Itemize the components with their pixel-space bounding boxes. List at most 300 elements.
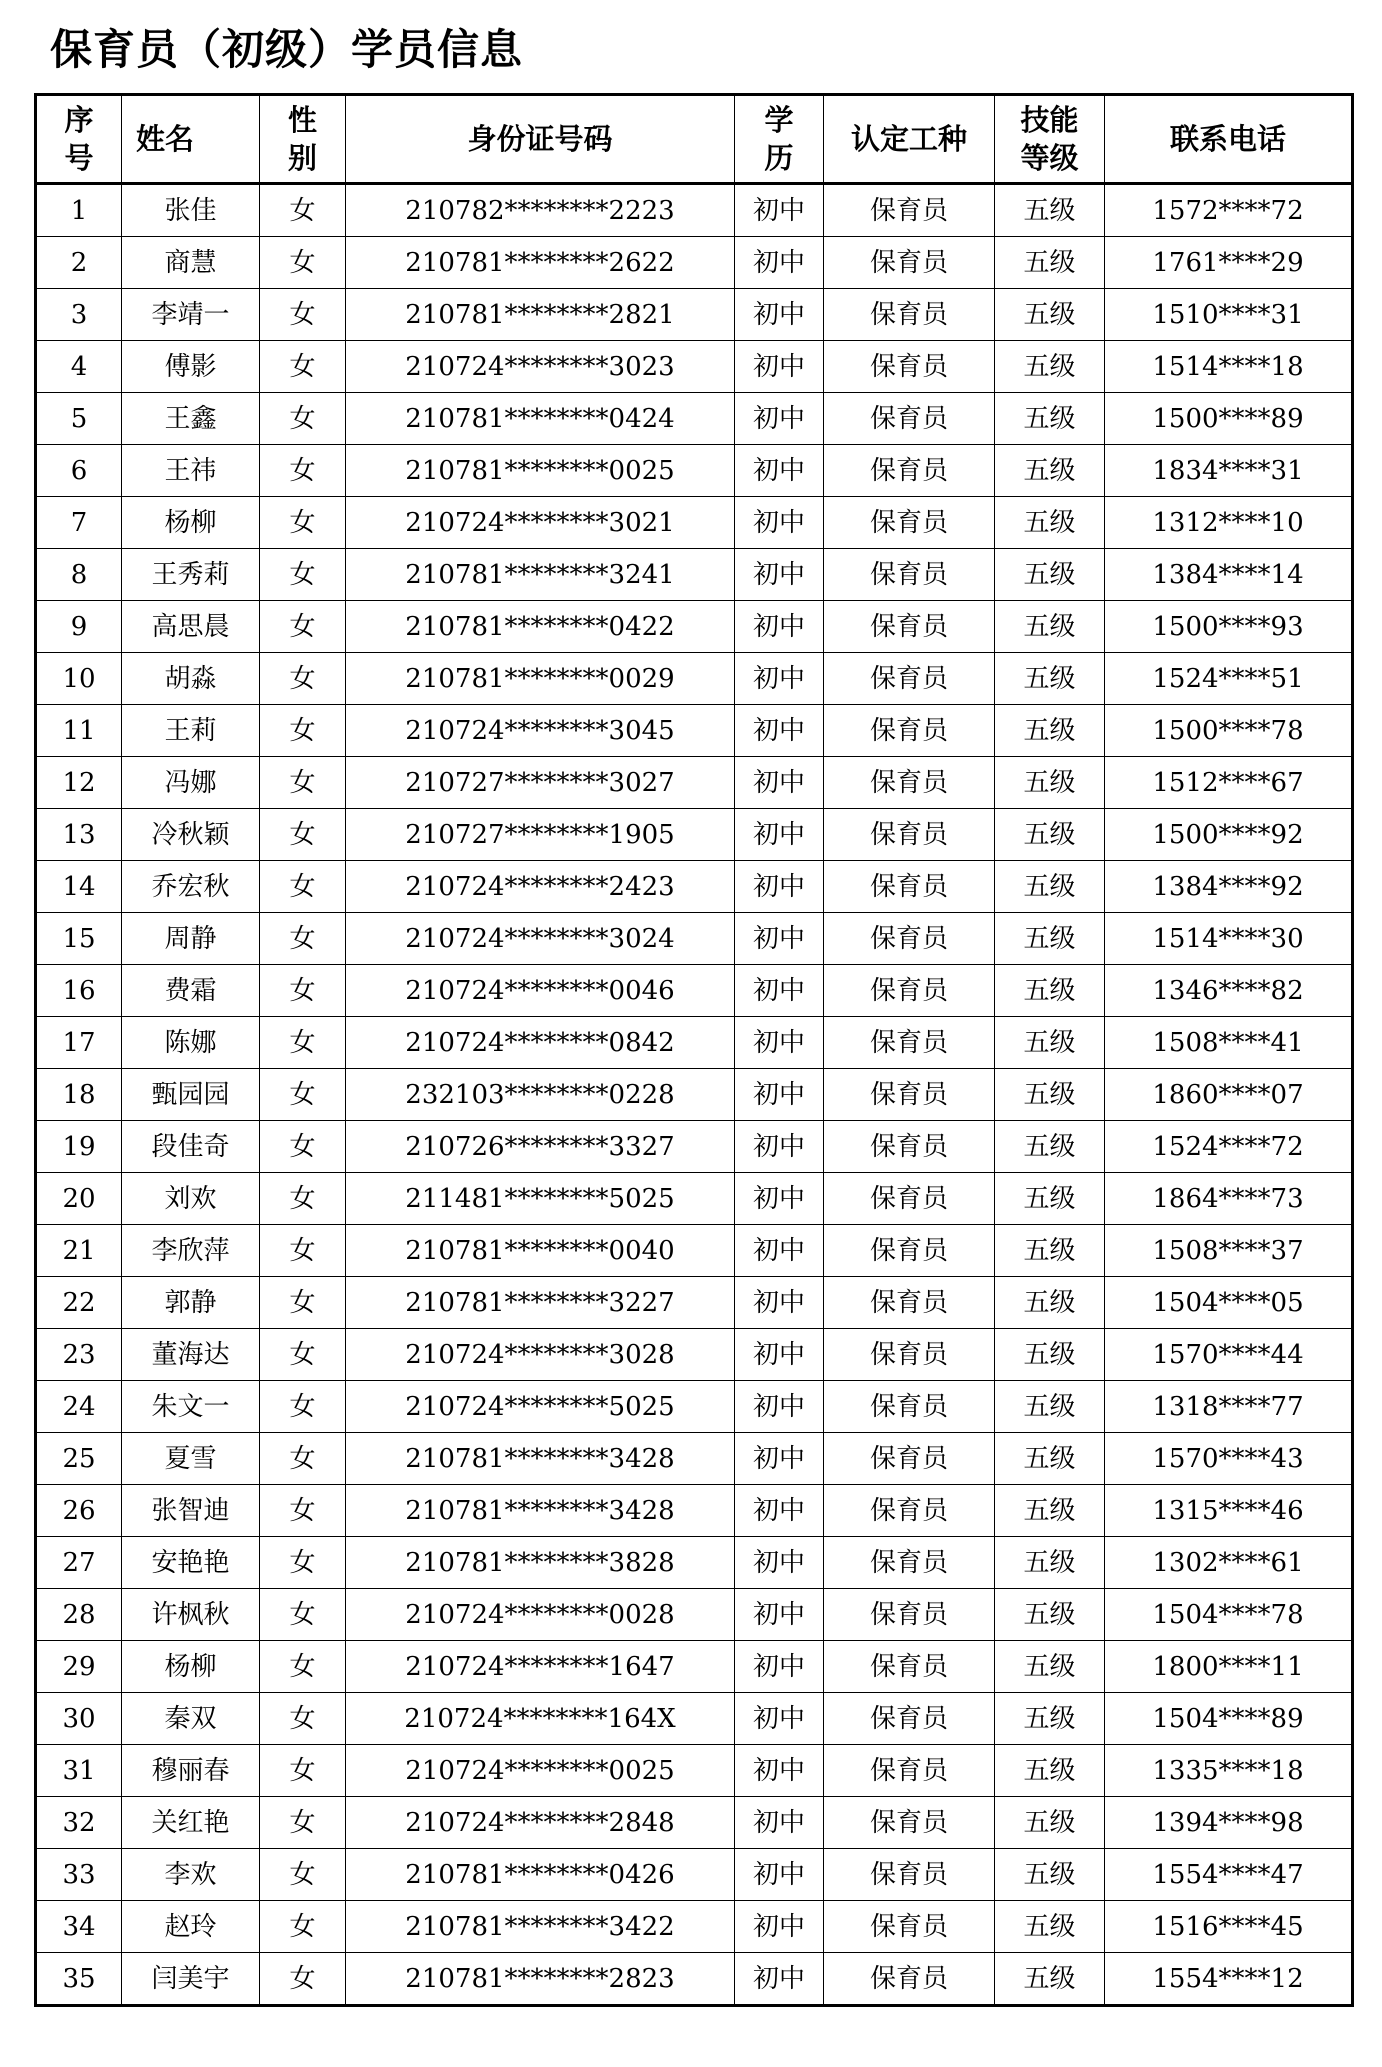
cell-education: 初中 (735, 1693, 824, 1745)
cell-job-type: 保育员 (824, 341, 995, 393)
table-row (36, 705, 1353, 757)
cell-job-type: 保育员 (824, 1589, 995, 1641)
cell-gender: 女 (260, 549, 346, 601)
cell-phone: 1302****61 (1105, 1537, 1353, 1589)
cell-id-number: 210781********2622 (346, 237, 735, 289)
cell-gender: 女 (260, 497, 346, 549)
cell-job-type: 保育员 (824, 965, 995, 1017)
cell-gender: 女 (260, 1745, 346, 1797)
cell-phone: 1500****93 (1105, 601, 1353, 653)
cell-gender: 女 (260, 393, 346, 445)
table-row (36, 1381, 1353, 1433)
cell-name: 李靖一 (122, 289, 260, 341)
cell-phone: 1315****46 (1105, 1485, 1353, 1537)
cell-job-type: 保育员 (824, 1277, 995, 1329)
cell-phone: 1514****30 (1105, 913, 1353, 965)
cell-gender: 女 (260, 445, 346, 497)
cell-phone: 1508****37 (1105, 1225, 1353, 1277)
cell-gender: 女 (260, 1277, 346, 1329)
table-row (36, 289, 1353, 341)
cell-seq: 35 (36, 1953, 122, 2006)
cell-education: 初中 (735, 1745, 824, 1797)
table-row (36, 1121, 1353, 1173)
cell-gender: 女 (260, 1329, 346, 1381)
table-row (36, 1017, 1353, 1069)
cell-phone: 1514****18 (1105, 341, 1353, 393)
cell-skill-level: 五级 (995, 445, 1105, 497)
table-row (36, 1745, 1353, 1797)
cell-job-type: 保育员 (824, 497, 995, 549)
table-row (36, 1901, 1353, 1953)
cell-education: 初中 (735, 237, 824, 289)
cell-gender: 女 (260, 1953, 346, 2006)
cell-skill-level: 五级 (995, 1641, 1105, 1693)
cell-education: 初中 (735, 1173, 824, 1225)
cell-skill-level: 五级 (995, 1121, 1105, 1173)
cell-job-type: 保育员 (824, 445, 995, 497)
cell-phone: 1335****18 (1105, 1745, 1353, 1797)
cell-name: 李欢 (122, 1849, 260, 1901)
cell-seq: 23 (36, 1329, 122, 1381)
cell-id-number: 210781********3422 (346, 1901, 735, 1953)
cell-job-type: 保育员 (824, 184, 995, 237)
cell-job-type: 保育员 (824, 913, 995, 965)
table-row (36, 1225, 1353, 1277)
cell-name: 许枫秋 (122, 1589, 260, 1641)
cell-education: 初中 (735, 1641, 824, 1693)
cell-name: 高思晨 (122, 601, 260, 653)
cell-job-type: 保育员 (824, 1693, 995, 1745)
cell-education: 初中 (735, 1225, 824, 1277)
cell-gender: 女 (260, 1537, 346, 1589)
cell-education: 初中 (735, 1797, 824, 1849)
cell-skill-level: 五级 (995, 1381, 1105, 1433)
cell-gender: 女 (260, 184, 346, 237)
cell-seq: 10 (36, 653, 122, 705)
cell-phone: 1860****07 (1105, 1069, 1353, 1121)
cell-skill-level: 五级 (995, 1901, 1105, 1953)
cell-education: 初中 (735, 1537, 824, 1589)
cell-phone: 1864****73 (1105, 1173, 1353, 1225)
cell-seq: 27 (36, 1537, 122, 1589)
table-row (36, 1173, 1353, 1225)
cell-gender: 女 (260, 341, 346, 393)
cell-job-type: 保育员 (824, 1433, 995, 1485)
table-row (36, 237, 1353, 289)
cell-job-type: 保育员 (824, 237, 995, 289)
cell-gender: 女 (260, 237, 346, 289)
cell-skill-level: 五级 (995, 549, 1105, 601)
cell-education: 初中 (735, 705, 824, 757)
header-gender: 性别 (260, 95, 346, 184)
cell-gender: 女 (260, 1901, 346, 1953)
cell-seq: 9 (36, 601, 122, 653)
cell-seq: 13 (36, 809, 122, 861)
cell-phone: 1572****72 (1105, 184, 1353, 237)
cell-job-type: 保育员 (824, 653, 995, 705)
cell-job-type: 保育员 (824, 1953, 995, 2006)
cell-name: 张佳 (122, 184, 260, 237)
table-row (36, 445, 1353, 497)
table-row (36, 1485, 1353, 1537)
cell-education: 初中 (735, 965, 824, 1017)
cell-id-number: 210781********3428 (346, 1485, 735, 1537)
cell-job-type: 保育员 (824, 1797, 995, 1849)
cell-education: 初中 (735, 1381, 824, 1433)
cell-id-number: 211481********5025 (346, 1173, 735, 1225)
cell-gender: 女 (260, 861, 346, 913)
cell-job-type: 保育员 (824, 1069, 995, 1121)
cell-id-number: 232103********0228 (346, 1069, 735, 1121)
cell-gender: 女 (260, 1121, 346, 1173)
cell-skill-level: 五级 (995, 1797, 1105, 1849)
cell-id-number: 210781********3227 (346, 1277, 735, 1329)
cell-job-type: 保育员 (824, 861, 995, 913)
cell-education: 初中 (735, 913, 824, 965)
cell-gender: 女 (260, 1433, 346, 1485)
cell-id-number: 210724********0028 (346, 1589, 735, 1641)
cell-name: 刘欢 (122, 1173, 260, 1225)
cell-phone: 1500****92 (1105, 809, 1353, 861)
table-row (36, 1589, 1353, 1641)
cell-id-number: 210724********0046 (346, 965, 735, 1017)
cell-skill-level: 五级 (995, 1069, 1105, 1121)
cell-skill-level: 五级 (995, 757, 1105, 809)
cell-id-number: 210727********3027 (346, 757, 735, 809)
trainee-table (34, 93, 1354, 2007)
cell-education: 初中 (735, 809, 824, 861)
table-row (36, 653, 1353, 705)
cell-skill-level: 五级 (995, 913, 1105, 965)
cell-job-type: 保育员 (824, 809, 995, 861)
cell-name: 李欣萍 (122, 1225, 260, 1277)
cell-seq: 3 (36, 289, 122, 341)
cell-job-type: 保育员 (824, 393, 995, 445)
cell-job-type: 保育员 (824, 757, 995, 809)
cell-phone: 1508****41 (1105, 1017, 1353, 1069)
cell-id-number: 210724********2848 (346, 1797, 735, 1849)
cell-skill-level: 五级 (995, 1433, 1105, 1485)
cell-seq: 30 (36, 1693, 122, 1745)
cell-education: 初中 (735, 289, 824, 341)
table-row (36, 1537, 1353, 1589)
cell-gender: 女 (260, 965, 346, 1017)
cell-phone: 1554****47 (1105, 1849, 1353, 1901)
cell-education: 初中 (735, 1329, 824, 1381)
cell-seq: 29 (36, 1641, 122, 1693)
cell-skill-level: 五级 (995, 705, 1105, 757)
cell-education: 初中 (735, 1069, 824, 1121)
cell-gender: 女 (260, 1173, 346, 1225)
cell-skill-level: 五级 (995, 653, 1105, 705)
cell-skill-level: 五级 (995, 1485, 1105, 1537)
cell-seq: 14 (36, 861, 122, 913)
cell-education: 初中 (735, 1485, 824, 1537)
cell-gender: 女 (260, 1069, 346, 1121)
table-row (36, 861, 1353, 913)
cell-id-number: 210724********3023 (346, 341, 735, 393)
cell-seq: 6 (36, 445, 122, 497)
cell-name: 王祎 (122, 445, 260, 497)
table-row (36, 757, 1353, 809)
cell-phone: 1384****14 (1105, 549, 1353, 601)
cell-gender: 女 (260, 1797, 346, 1849)
cell-id-number: 210781********0426 (346, 1849, 735, 1901)
cell-id-number: 210724********164X (346, 1693, 735, 1745)
cell-phone: 1504****89 (1105, 1693, 1353, 1745)
cell-skill-level: 五级 (995, 809, 1105, 861)
cell-education: 初中 (735, 757, 824, 809)
cell-seq: 11 (36, 705, 122, 757)
cell-gender: 女 (260, 1225, 346, 1277)
cell-phone: 1346****82 (1105, 965, 1353, 1017)
cell-phone: 1312****10 (1105, 497, 1353, 549)
cell-seq: 16 (36, 965, 122, 1017)
cell-job-type: 保育员 (824, 289, 995, 341)
table-header-row (36, 95, 1353, 184)
cell-seq: 31 (36, 1745, 122, 1797)
cell-skill-level: 五级 (995, 1693, 1105, 1745)
cell-phone: 1504****05 (1105, 1277, 1353, 1329)
table-row (36, 913, 1353, 965)
cell-seq: 32 (36, 1797, 122, 1849)
cell-seq: 1 (36, 184, 122, 237)
cell-phone: 1800****11 (1105, 1641, 1353, 1693)
cell-name: 董海达 (122, 1329, 260, 1381)
cell-education: 初中 (735, 1589, 824, 1641)
cell-phone: 1384****92 (1105, 861, 1353, 913)
cell-id-number: 210724********3028 (346, 1329, 735, 1381)
cell-skill-level: 五级 (995, 1537, 1105, 1589)
header-id-number: 身份证号码 (346, 95, 735, 184)
cell-gender: 女 (260, 1693, 346, 1745)
cell-name: 夏雪 (122, 1433, 260, 1485)
cell-education: 初中 (735, 1121, 824, 1173)
cell-name: 商慧 (122, 237, 260, 289)
cell-skill-level: 五级 (995, 1589, 1105, 1641)
cell-seq: 19 (36, 1121, 122, 1173)
cell-seq: 15 (36, 913, 122, 965)
cell-name: 朱文一 (122, 1381, 260, 1433)
cell-gender: 女 (260, 809, 346, 861)
cell-job-type: 保育员 (824, 1901, 995, 1953)
cell-skill-level: 五级 (995, 601, 1105, 653)
cell-education: 初中 (735, 549, 824, 601)
cell-job-type: 保育员 (824, 1017, 995, 1069)
cell-skill-level: 五级 (995, 1745, 1105, 1797)
cell-phone: 1318****77 (1105, 1381, 1353, 1433)
header-phone: 联系电话 (1105, 95, 1353, 184)
cell-seq: 4 (36, 341, 122, 393)
cell-id-number: 210781********3828 (346, 1537, 735, 1589)
cell-seq: 7 (36, 497, 122, 549)
cell-id-number: 210781********0422 (346, 601, 735, 653)
header-seq: 序号 (36, 95, 122, 184)
cell-phone: 1554****12 (1105, 1953, 1353, 2006)
cell-job-type: 保育员 (824, 601, 995, 653)
cell-skill-level: 五级 (995, 289, 1105, 341)
cell-education: 初中 (735, 861, 824, 913)
cell-name: 冯娜 (122, 757, 260, 809)
table-row (36, 1693, 1353, 1745)
cell-skill-level: 五级 (995, 1849, 1105, 1901)
cell-name: 乔宏秋 (122, 861, 260, 913)
cell-seq: 17 (36, 1017, 122, 1069)
cell-name: 赵玲 (122, 1901, 260, 1953)
cell-education: 初中 (735, 341, 824, 393)
cell-name: 杨柳 (122, 497, 260, 549)
table-row (36, 393, 1353, 445)
cell-seq: 5 (36, 393, 122, 445)
cell-id-number: 210782********2223 (346, 184, 735, 237)
header-name: 姓名 (122, 95, 260, 184)
cell-phone: 1524****51 (1105, 653, 1353, 705)
table-row (36, 601, 1353, 653)
cell-seq: 34 (36, 1901, 122, 1953)
cell-phone: 1500****78 (1105, 705, 1353, 757)
cell-name: 段佳奇 (122, 1121, 260, 1173)
cell-id-number: 210724********1647 (346, 1641, 735, 1693)
cell-id-number: 210724********2423 (346, 861, 735, 913)
cell-name: 郭静 (122, 1277, 260, 1329)
table-row (36, 1433, 1353, 1485)
table-row (36, 1797, 1353, 1849)
cell-phone: 1516****45 (1105, 1901, 1353, 1953)
table-row (36, 341, 1353, 393)
cell-seq: 20 (36, 1173, 122, 1225)
cell-gender: 女 (260, 1849, 346, 1901)
cell-education: 初中 (735, 1277, 824, 1329)
cell-name: 秦双 (122, 1693, 260, 1745)
cell-skill-level: 五级 (995, 1953, 1105, 2006)
cell-name: 费霜 (122, 965, 260, 1017)
page-title: 保育员（初级）学员信息 (50, 25, 524, 74)
cell-phone: 1834****31 (1105, 445, 1353, 497)
cell-seq: 24 (36, 1381, 122, 1433)
cell-id-number: 210724********3024 (346, 913, 735, 965)
cell-skill-level: 五级 (995, 861, 1105, 913)
cell-job-type: 保育员 (824, 1641, 995, 1693)
cell-job-type: 保育员 (824, 1849, 995, 1901)
cell-seq: 22 (36, 1277, 122, 1329)
cell-name: 周静 (122, 913, 260, 965)
table-row (36, 497, 1353, 549)
cell-skill-level: 五级 (995, 497, 1105, 549)
cell-skill-level: 五级 (995, 1329, 1105, 1381)
cell-education: 初中 (735, 1953, 824, 2006)
cell-id-number: 210781********3241 (346, 549, 735, 601)
table-row (36, 1329, 1353, 1381)
cell-seq: 25 (36, 1433, 122, 1485)
cell-id-number: 210724********0025 (346, 1745, 735, 1797)
cell-name: 王鑫 (122, 393, 260, 445)
table-row (36, 1849, 1353, 1901)
cell-job-type: 保育员 (824, 705, 995, 757)
cell-job-type: 保育员 (824, 1381, 995, 1433)
cell-skill-level: 五级 (995, 965, 1105, 1017)
cell-education: 初中 (735, 1017, 824, 1069)
table-body (36, 184, 1353, 2006)
cell-seq: 21 (36, 1225, 122, 1277)
cell-id-number: 210781********3428 (346, 1433, 735, 1485)
cell-phone: 1504****78 (1105, 1589, 1353, 1641)
cell-phone: 1761****29 (1105, 237, 1353, 289)
table-row (36, 1641, 1353, 1693)
cell-phone: 1394****98 (1105, 1797, 1353, 1849)
cell-name: 张智迪 (122, 1485, 260, 1537)
cell-phone: 1524****72 (1105, 1121, 1353, 1173)
cell-id-number: 210724********3045 (346, 705, 735, 757)
cell-id-number: 210727********1905 (346, 809, 735, 861)
cell-phone: 1570****43 (1105, 1433, 1353, 1485)
cell-education: 初中 (735, 653, 824, 705)
cell-name: 杨柳 (122, 1641, 260, 1693)
cell-name: 甄园园 (122, 1069, 260, 1121)
cell-id-number: 210781********2821 (346, 289, 735, 341)
cell-gender: 女 (260, 757, 346, 809)
cell-gender: 女 (260, 913, 346, 965)
cell-skill-level: 五级 (995, 237, 1105, 289)
cell-name: 王秀莉 (122, 549, 260, 601)
cell-id-number: 210724********5025 (346, 1381, 735, 1433)
cell-skill-level: 五级 (995, 1017, 1105, 1069)
cell-id-number: 210724********0842 (346, 1017, 735, 1069)
header-skill-level: 技能等级 (995, 95, 1105, 184)
cell-seq: 28 (36, 1589, 122, 1641)
cell-id-number: 210781********0025 (346, 445, 735, 497)
cell-job-type: 保育员 (824, 1537, 995, 1589)
cell-name: 傅影 (122, 341, 260, 393)
cell-id-number: 210781********0424 (346, 393, 735, 445)
cell-skill-level: 五级 (995, 184, 1105, 237)
cell-seq: 33 (36, 1849, 122, 1901)
table-row (36, 965, 1353, 1017)
cell-seq: 18 (36, 1069, 122, 1121)
cell-name: 安艳艳 (122, 1537, 260, 1589)
cell-education: 初中 (735, 1433, 824, 1485)
cell-name: 闫美宇 (122, 1953, 260, 2006)
cell-gender: 女 (260, 653, 346, 705)
cell-job-type: 保育员 (824, 1173, 995, 1225)
cell-education: 初中 (735, 184, 824, 237)
cell-id-number: 210724********3021 (346, 497, 735, 549)
cell-education: 初中 (735, 497, 824, 549)
cell-name: 胡淼 (122, 653, 260, 705)
cell-gender: 女 (260, 1017, 346, 1069)
cell-id-number: 210781********2823 (346, 1953, 735, 2006)
cell-gender: 女 (260, 1381, 346, 1433)
header-job-type: 认定工种 (824, 95, 995, 184)
cell-name: 王莉 (122, 705, 260, 757)
cell-seq: 2 (36, 237, 122, 289)
cell-gender: 女 (260, 1485, 346, 1537)
cell-id-number: 210726********3327 (346, 1121, 735, 1173)
cell-skill-level: 五级 (995, 341, 1105, 393)
cell-id-number: 210781********0029 (346, 653, 735, 705)
cell-job-type: 保育员 (824, 1121, 995, 1173)
cell-skill-level: 五级 (995, 1173, 1105, 1225)
cell-job-type: 保育员 (824, 1485, 995, 1537)
cell-gender: 女 (260, 601, 346, 653)
cell-gender: 女 (260, 1589, 346, 1641)
cell-education: 初中 (735, 1849, 824, 1901)
table-row (36, 809, 1353, 861)
cell-phone: 1510****31 (1105, 289, 1353, 341)
cell-seq: 8 (36, 549, 122, 601)
cell-job-type: 保育员 (824, 549, 995, 601)
table-row (36, 1953, 1353, 2006)
table-row (36, 184, 1353, 237)
